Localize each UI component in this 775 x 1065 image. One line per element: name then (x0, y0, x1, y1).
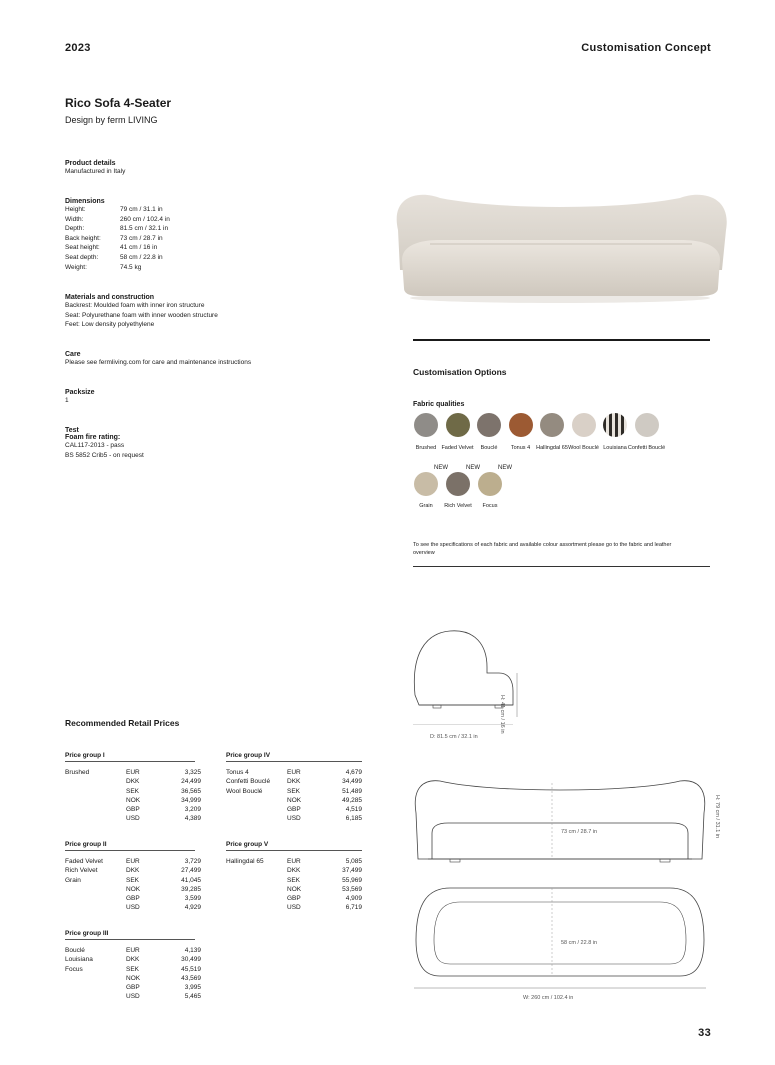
fabric-qualities-label: Fabric qualities (413, 401, 465, 408)
materials-line: Backrest: Moulded foam with inner iron structure (65, 302, 205, 309)
dimensions-label: Dimensions (65, 198, 105, 205)
price-fabric-name: Wool Bouclé (226, 787, 263, 795)
dimension-key: Height: (65, 206, 86, 213)
currency-code: SEK (287, 876, 301, 884)
price-group-heading: Price group III (65, 930, 195, 940)
product-details-text: Manufactured in Italy (65, 168, 126, 175)
fabric-swatch-label: Confetti Bouclé (627, 445, 666, 451)
front-height-label: H: 79 cm / 31.1 in (714, 795, 720, 839)
dimension-key: Width: (65, 215, 84, 223)
dimensions-section (65, 198, 170, 272)
price-fabric-list (65, 946, 93, 974)
divider (413, 566, 710, 567)
currency-code: NOK (126, 974, 141, 982)
price-fabric-name: Bouclé (65, 947, 85, 954)
dimension-key: Depth: (65, 225, 85, 233)
dimension-value: 58 cm / 22.8 in (120, 253, 163, 261)
currency-code: USD (126, 815, 140, 823)
currency-code: NOK (287, 796, 302, 804)
currency-code: DKK (126, 778, 140, 786)
price-value: 27,499 (181, 867, 201, 875)
dimension-row (65, 253, 170, 263)
materials-line: Feet: Low density polyethylene (65, 321, 155, 328)
fabric-swatch[interactable] (540, 413, 564, 437)
materials-section (65, 294, 218, 330)
currency-code: EUR (287, 769, 301, 776)
side-height-label: H: 41 cm / 16 in (499, 695, 505, 734)
price-value: 3,729 (184, 858, 201, 865)
price-fabric-name: Brushed (65, 769, 90, 776)
fabric-swatch[interactable] (414, 413, 438, 437)
fabric-swatch[interactable] (509, 413, 533, 437)
currency-code: NOK (126, 796, 141, 804)
sofa-product-image (380, 170, 740, 310)
price-value: 34,499 (342, 778, 362, 786)
price-value: 4,139 (184, 947, 201, 954)
currency-list (287, 857, 301, 913)
price-value: 4,679 (345, 769, 362, 776)
test-line: CAL117-2013 - pass (65, 442, 125, 449)
care-label: Care (65, 351, 81, 358)
dimension-row (65, 205, 170, 215)
price-fabric-list (65, 857, 103, 885)
price-value: 4,929 (184, 904, 201, 912)
price-value: 34,999 (181, 796, 201, 804)
width-label: W: 260 cm / 102.4 in (523, 995, 574, 1001)
dimension-row (65, 263, 170, 273)
price-table (65, 768, 205, 828)
new-badge: NEW (466, 465, 480, 471)
fabric-swatch[interactable] (414, 472, 438, 496)
fabric-swatch-label: Grain (419, 503, 433, 509)
price-group-heading: Price group I (65, 752, 195, 762)
currency-code: GBP (287, 806, 301, 814)
sofa-side-drawing (405, 625, 535, 725)
prices-title: Recommended Retail Prices (65, 718, 180, 728)
currency-code: GBP (126, 984, 140, 992)
price-table (65, 857, 205, 917)
fabric-swatch-label: Focus (482, 503, 498, 509)
dimension-row (65, 215, 170, 225)
fabric-swatch-label: Louisiana (603, 445, 627, 451)
dimension-row (65, 224, 170, 234)
price-value: 6,185 (345, 815, 362, 823)
currency-code: DKK (126, 956, 140, 964)
dimension-value: 79 cm / 31.1 in (120, 206, 163, 213)
dimension-value: 74.5 kg (120, 263, 142, 271)
sofa-front-drawing (410, 773, 710, 868)
currency-list (287, 768, 301, 824)
dimension-key: Weight: (65, 263, 87, 271)
price-value-list (322, 768, 362, 824)
fabric-note: To see the specifications of each fabric and available colour assortment please go to the fabric and leather overview (413, 542, 672, 556)
designer-credit: Design by ferm LIVING (65, 115, 158, 125)
price-value: 4,519 (345, 806, 362, 814)
dimension-value: 41 cm / 16 in (120, 244, 158, 252)
price-fabric-name: Tonus 4 (226, 769, 249, 776)
page-number: 33 (698, 1027, 711, 1039)
currency-code: USD (126, 904, 140, 912)
care-text: Please see fermliving.com for care and maintenance instructions (65, 359, 252, 366)
price-value: 36,565 (181, 787, 201, 795)
currency-code: DKK (287, 778, 301, 786)
dimension-key: Seat height: (65, 244, 100, 252)
fabric-swatch-label: Bouclé (480, 445, 498, 451)
currency-code: DKK (287, 867, 301, 875)
price-value: 37,499 (342, 867, 362, 875)
fabric-swatch[interactable] (446, 413, 470, 437)
dimension-key: Seat depth: (65, 253, 99, 261)
price-fabric-list (226, 768, 270, 796)
test-line: BS 5852 Crib5 - on request (65, 451, 144, 459)
currency-code: SEK (126, 965, 140, 973)
price-value: 3,599 (184, 895, 201, 903)
fabric-swatch[interactable] (478, 472, 502, 496)
document-section-title: Customisation Concept (581, 42, 711, 54)
fabric-swatch[interactable] (635, 413, 659, 437)
price-value: 41,045 (181, 876, 201, 884)
materials-label: Materials and construction (65, 294, 155, 301)
materials-line: Seat: Polyurethane foam with inner wooden structure (65, 311, 218, 319)
dimension-value: 260 cm / 102.4 in (120, 215, 170, 223)
price-value: 4,389 (184, 815, 201, 823)
fabric-swatch[interactable] (477, 413, 501, 437)
dimension-value: 81.5 cm / 32.1 in (120, 225, 169, 233)
currency-code: NOK (126, 885, 141, 893)
customisation-title: Customisation Options (413, 367, 507, 377)
price-table (65, 946, 205, 1006)
price-value: 51,489 (342, 787, 362, 795)
currency-code: DKK (126, 867, 140, 875)
price-value-list (161, 768, 201, 824)
back-height-label: 73 cm / 28.7 in (561, 829, 598, 835)
price-fabric-name: Confetti Bouclé (226, 778, 271, 786)
side-depth-label: D: 81.5 cm / 32.1 in (430, 734, 478, 740)
fabric-swatch-label: Hallingdal 65 (536, 445, 568, 451)
currency-code: GBP (126, 806, 140, 814)
seat-depth-label: 58 cm / 22.8 in (561, 940, 598, 946)
fabric-swatch[interactable] (572, 413, 596, 437)
price-value: 45,519 (181, 965, 201, 973)
currency-list (126, 768, 140, 824)
currency-code: NOK (287, 885, 302, 893)
price-fabric-name: Faded Velvet (65, 858, 103, 865)
care-section (65, 351, 251, 368)
currency-code: EUR (126, 858, 140, 865)
currency-code: SEK (287, 787, 301, 795)
dimensions-list (65, 205, 170, 272)
currency-code: GBP (287, 895, 301, 903)
price-value: 30,499 (181, 956, 201, 964)
price-fabric-name: Rich Velvet (65, 867, 98, 875)
product-details-section (65, 160, 125, 177)
price-value-list (161, 857, 201, 913)
price-value: 3,325 (184, 769, 201, 776)
price-fabric-name: Focus (65, 965, 83, 973)
test-sublabel: Foam fire rating: (65, 434, 121, 441)
currency-code: USD (287, 815, 301, 823)
packsize-label: Packsize (65, 389, 95, 396)
dimension-row (65, 234, 170, 244)
dimension-value: 73 cm / 28.7 in (120, 234, 163, 242)
currency-code: EUR (126, 769, 140, 776)
price-value: 5,085 (345, 858, 362, 865)
divider (413, 339, 710, 341)
dimension-key: Back height: (65, 234, 101, 242)
price-table (226, 768, 366, 828)
price-value: 3,995 (184, 984, 201, 992)
fabric-swatch-label: Rich Velvet (444, 503, 472, 509)
currency-code: GBP (126, 895, 140, 903)
currency-code: EUR (287, 858, 301, 865)
fabric-swatch-label: Brushed (415, 445, 437, 451)
price-group-heading: Price group V (226, 841, 362, 851)
price-value: 5,465 (184, 993, 201, 1001)
currency-list (126, 946, 140, 1002)
price-value: 24,499 (181, 778, 201, 786)
dimension-row (65, 243, 170, 253)
price-fabric-name: Grain (65, 876, 81, 884)
year: 2023 (65, 42, 91, 54)
price-value: 3,209 (184, 806, 201, 814)
fabric-swatch[interactable] (603, 413, 627, 437)
price-value-list (161, 946, 201, 1002)
fabric-swatch-label: Tonus 4 (510, 445, 531, 451)
fabric-swatch-label: Faded Velvet (441, 445, 474, 451)
test-section (65, 427, 144, 460)
new-badge: NEW (434, 465, 448, 471)
price-table (226, 857, 366, 917)
price-value: 53,569 (342, 885, 362, 893)
currency-code: EUR (126, 947, 140, 954)
packsize-value: 1 (65, 397, 69, 404)
new-badge: NEW (498, 465, 512, 471)
product-title: Rico Sofa 4-Seater (65, 96, 172, 110)
price-fabric-name: Louisiana (65, 956, 93, 964)
currency-code: USD (126, 993, 140, 1001)
price-value: 55,969 (342, 876, 362, 884)
price-value-list (322, 857, 362, 913)
price-value: 6,719 (345, 904, 362, 912)
sofa-top-drawing (410, 880, 710, 1000)
fabric-swatch-label: Wool Bouclé (568, 445, 599, 451)
packsize-section (65, 389, 95, 406)
price-fabric-name: Hallingdal 65 (226, 858, 264, 865)
currency-code: SEK (126, 876, 140, 884)
test-label: Test (65, 427, 79, 434)
price-fabric-list (226, 857, 264, 866)
price-value: 43,569 (181, 974, 201, 982)
price-value: 49,285 (342, 796, 362, 804)
currency-list (126, 857, 140, 913)
currency-code: USD (287, 904, 301, 912)
price-value: 4,909 (345, 895, 362, 903)
price-group-heading: Price group II (65, 841, 195, 851)
price-fabric-list (65, 768, 89, 777)
fabric-swatch[interactable] (446, 472, 470, 496)
currency-code: SEK (126, 787, 140, 795)
price-group-heading: Price group IV (226, 752, 362, 762)
price-value: 39,285 (181, 885, 201, 893)
product-details-label: Product details (65, 160, 116, 167)
